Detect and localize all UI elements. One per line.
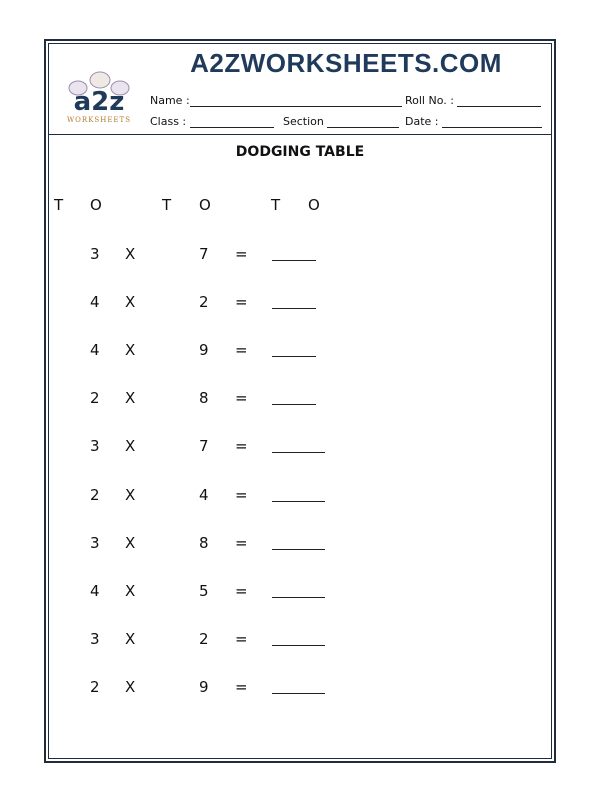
roll-line (457, 96, 541, 107)
answer-blank[interactable] (272, 260, 316, 261)
worksheet-title: DODGING TABLE (235, 144, 365, 160)
equals-sign: = (235, 534, 248, 552)
answer-blank[interactable] (272, 452, 325, 453)
logo-text: a2z (73, 87, 125, 117)
date-line (442, 117, 542, 128)
section-line (327, 117, 399, 128)
roll-label: Roll No. : (405, 94, 454, 107)
equals-sign: = (235, 389, 248, 407)
name-label: Name : (150, 94, 190, 107)
equals-sign: = (235, 437, 248, 455)
answer-blank[interactable] (272, 356, 316, 357)
equals-sign: = (235, 245, 248, 263)
times-sign: X (125, 437, 136, 455)
times-sign: X (125, 389, 136, 407)
times-sign: X (125, 486, 136, 504)
multiplier: 9 (199, 341, 209, 359)
equals-sign: = (235, 582, 248, 600)
multiplicand: 2 (90, 678, 100, 696)
date-field[interactable] (405, 115, 542, 128)
equals-sign: = (235, 630, 248, 648)
roll-field[interactable] (405, 94, 541, 107)
equals-sign: = (235, 678, 248, 696)
times-sign: X (125, 293, 136, 311)
multiplier: 4 (199, 486, 209, 504)
multiplier: 2 (199, 293, 209, 311)
multiplier: 7 (199, 245, 209, 263)
equals-sign: = (235, 341, 248, 359)
multiplicand: 3 (90, 245, 100, 263)
col-head-ones-3: O (308, 196, 320, 214)
site-title: A2ZWORKSHEETS.COM (190, 48, 502, 78)
col-head-ones-1: O (90, 196, 102, 214)
times-sign: X (125, 678, 136, 696)
equals-sign: = (235, 486, 248, 504)
multiplicand: 2 (90, 486, 100, 504)
col-head-tens-3: T (271, 196, 281, 214)
multiplicand: 4 (90, 293, 100, 311)
multiplier: 8 (199, 389, 209, 407)
times-sign: X (125, 534, 136, 552)
multiplicand: 4 (90, 341, 100, 359)
multiplicand: 4 (90, 582, 100, 600)
section-field[interactable] (283, 115, 399, 128)
header-divider (48, 134, 552, 135)
multiplier: 9 (199, 678, 209, 696)
multiplicand: 3 (90, 534, 100, 552)
answer-blank[interactable] (272, 645, 325, 646)
answer-blank[interactable] (272, 404, 316, 405)
multiplier: 7 (199, 437, 209, 455)
times-sign: X (125, 341, 136, 359)
col-head-tens-1: T (54, 196, 64, 214)
multiplicand: 3 (90, 437, 100, 455)
answer-blank[interactable] (272, 597, 325, 598)
multiplicand: 3 (90, 630, 100, 648)
times-sign: X (125, 630, 136, 648)
multiplier: 2 (199, 630, 209, 648)
a2z-logo (58, 68, 140, 126)
times-sign: X (125, 582, 136, 600)
name-field[interactable] (150, 94, 402, 107)
name-line (190, 96, 402, 107)
multiplicand: 2 (90, 389, 100, 407)
col-head-ones-2: O (199, 196, 211, 214)
equals-sign: = (235, 293, 248, 311)
answer-blank[interactable] (272, 308, 316, 309)
class-field[interactable] (150, 115, 274, 128)
date-label: Date : (405, 115, 439, 128)
class-label: Class : (150, 115, 187, 128)
section-label: Section (283, 115, 324, 128)
multiplier: 8 (199, 534, 209, 552)
times-sign: X (125, 245, 136, 263)
logo-subtext: WORKSHEETS (66, 116, 132, 124)
class-line (190, 117, 274, 128)
col-head-tens-2: T (162, 196, 172, 214)
answer-blank[interactable] (272, 501, 325, 502)
answer-blank[interactable] (272, 693, 325, 694)
answer-blank[interactable] (272, 549, 325, 550)
multiplier: 5 (199, 582, 209, 600)
